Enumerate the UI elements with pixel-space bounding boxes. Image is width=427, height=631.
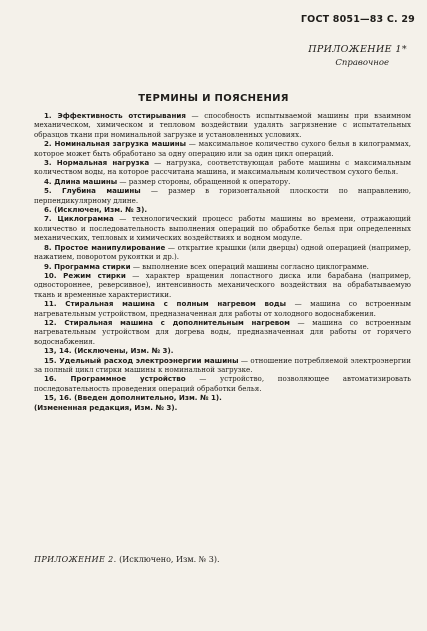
term-item — [34, 271, 411, 299]
term-definition: — устройство, позволяющее автоматизировать последовательность проведения операций обработки белья. — [34, 374, 411, 393]
term-item — [34, 318, 411, 346]
term-item — [34, 299, 411, 318]
term-name: 16. Программное устройство — [44, 374, 186, 384]
term-item — [34, 346, 411, 355]
term-name: 15. Удельный расход электроэнергии машины — [44, 355, 239, 365]
term-definition: — выполнение всех операций машины согласно циклограмме. — [130, 261, 369, 271]
term-name: 1. Эффективность отстирывания — [44, 111, 186, 120]
term-name: 6. (Исключен, Изм. № 3). — [44, 205, 148, 215]
term-item — [34, 186, 411, 205]
terms-list — [34, 111, 411, 412]
term-definition: — размер стороны, обращенной к оператору. — [117, 176, 291, 186]
term-name: 3. Нормальная нагрузка — [44, 158, 150, 168]
term-definition: — способность испытываемой машины при взаимном механическом, химическом и тепловом воздействии удалять загрязнение с испытательных образцов ткани при номинальной загрузке и установленных условиях. — [34, 111, 412, 139]
appendix-title: ПРИЛОЖЕНИЕ 1* — [308, 44, 407, 55]
term-name: 11. Стиральная машина с полным нагревом воды — [44, 299, 287, 309]
term-item — [34, 393, 411, 402]
term-item — [34, 374, 411, 393]
appendix-2-label: ПРИЛОЖЕНИЕ 2. — [34, 555, 117, 564]
term-name: 5. Глубина машины — [44, 186, 141, 196]
term-definition: — отношение потребляемой электроэнергии за полный цикл стирки машины к номинальной загрузке. — [34, 355, 411, 374]
term-definition: — характер вращения лопастного диска или барабана (например, одностороннее, реверсивное), интенсивность механического воздействия на обрабатываемую ткань и временные характеристики. — [34, 270, 411, 299]
term-definition: — открытие крышки (или дверцы) одной операцией (например, нажатием, поворотом рукоятки и др.). — [34, 242, 411, 262]
term-item — [34, 158, 411, 177]
page-title: ТЕРМИНЫ И ПОЯСНЕНИЯ — [138, 93, 289, 104]
term-name: 8. Простое манипулирование — [44, 242, 166, 252]
term-item — [34, 262, 411, 271]
revision-note-text: (Измененная редакция, Изм. № 3). — [34, 402, 178, 412]
appendix-2-note: (Исключено, Изм. № 3). — [116, 555, 220, 564]
appendix-2-line — [34, 555, 220, 564]
term-name: 2. Номинальная загрузка машины — [44, 139, 187, 149]
term-definition: — максимальное количество сухого белья в килограммах, которое может быть обработано за одну операцию или за один цикл операций. — [34, 139, 411, 158]
term-item — [34, 214, 411, 242]
appendix-subtitle: Справочное — [335, 58, 389, 68]
term-item — [34, 139, 411, 158]
term-definition: — технологический процесс работы машины во времени, отражающий количество и последовательность выполнения операций по обработке белья при определенных механических, тепловых и химических воздействиях и водном модуле. — [34, 214, 411, 243]
term-definition: — машина со встроенным нагревательным устройством, предназначенная для работы от холодного водоснабжения. — [34, 299, 411, 318]
term-item — [34, 243, 411, 262]
term-item — [34, 111, 411, 139]
term-name: 9. Программа стирки — [44, 261, 131, 271]
term-name: 15, 16. (Введен дополнительно, Изм. № 1). — [44, 393, 222, 403]
term-item — [34, 205, 411, 214]
term-name: 4. Длина машины — [44, 176, 118, 186]
term-name: 10. Режим стирки — [44, 270, 126, 280]
term-name: 7. Циклограмма — [44, 214, 114, 224]
term-name: 13, 14. (Исключены, Изм. № 3). — [44, 346, 174, 356]
term-item — [34, 177, 411, 186]
term-definition: — размер в горизонтальной плоскости по направлению, перпендикулярному длине. — [34, 186, 411, 205]
term-name: 12. Стиральная машина с дополнительным нагревом — [44, 317, 290, 327]
revision-note — [34, 403, 411, 412]
standard-header: ГОСТ 8051—83 С. 29 — [300, 14, 415, 25]
term-definition: — нагрузка, соответствующая работе машины с максимальным количеством воды, на которое рассчитана машина, и максимальным количеством сухого белья. — [34, 158, 412, 177]
term-item — [34, 356, 411, 375]
term-definition: — машина со встроенным нагревательным устройством для догрева воды, предназначенная для работы от горячего водоснабжения. — [34, 317, 412, 346]
